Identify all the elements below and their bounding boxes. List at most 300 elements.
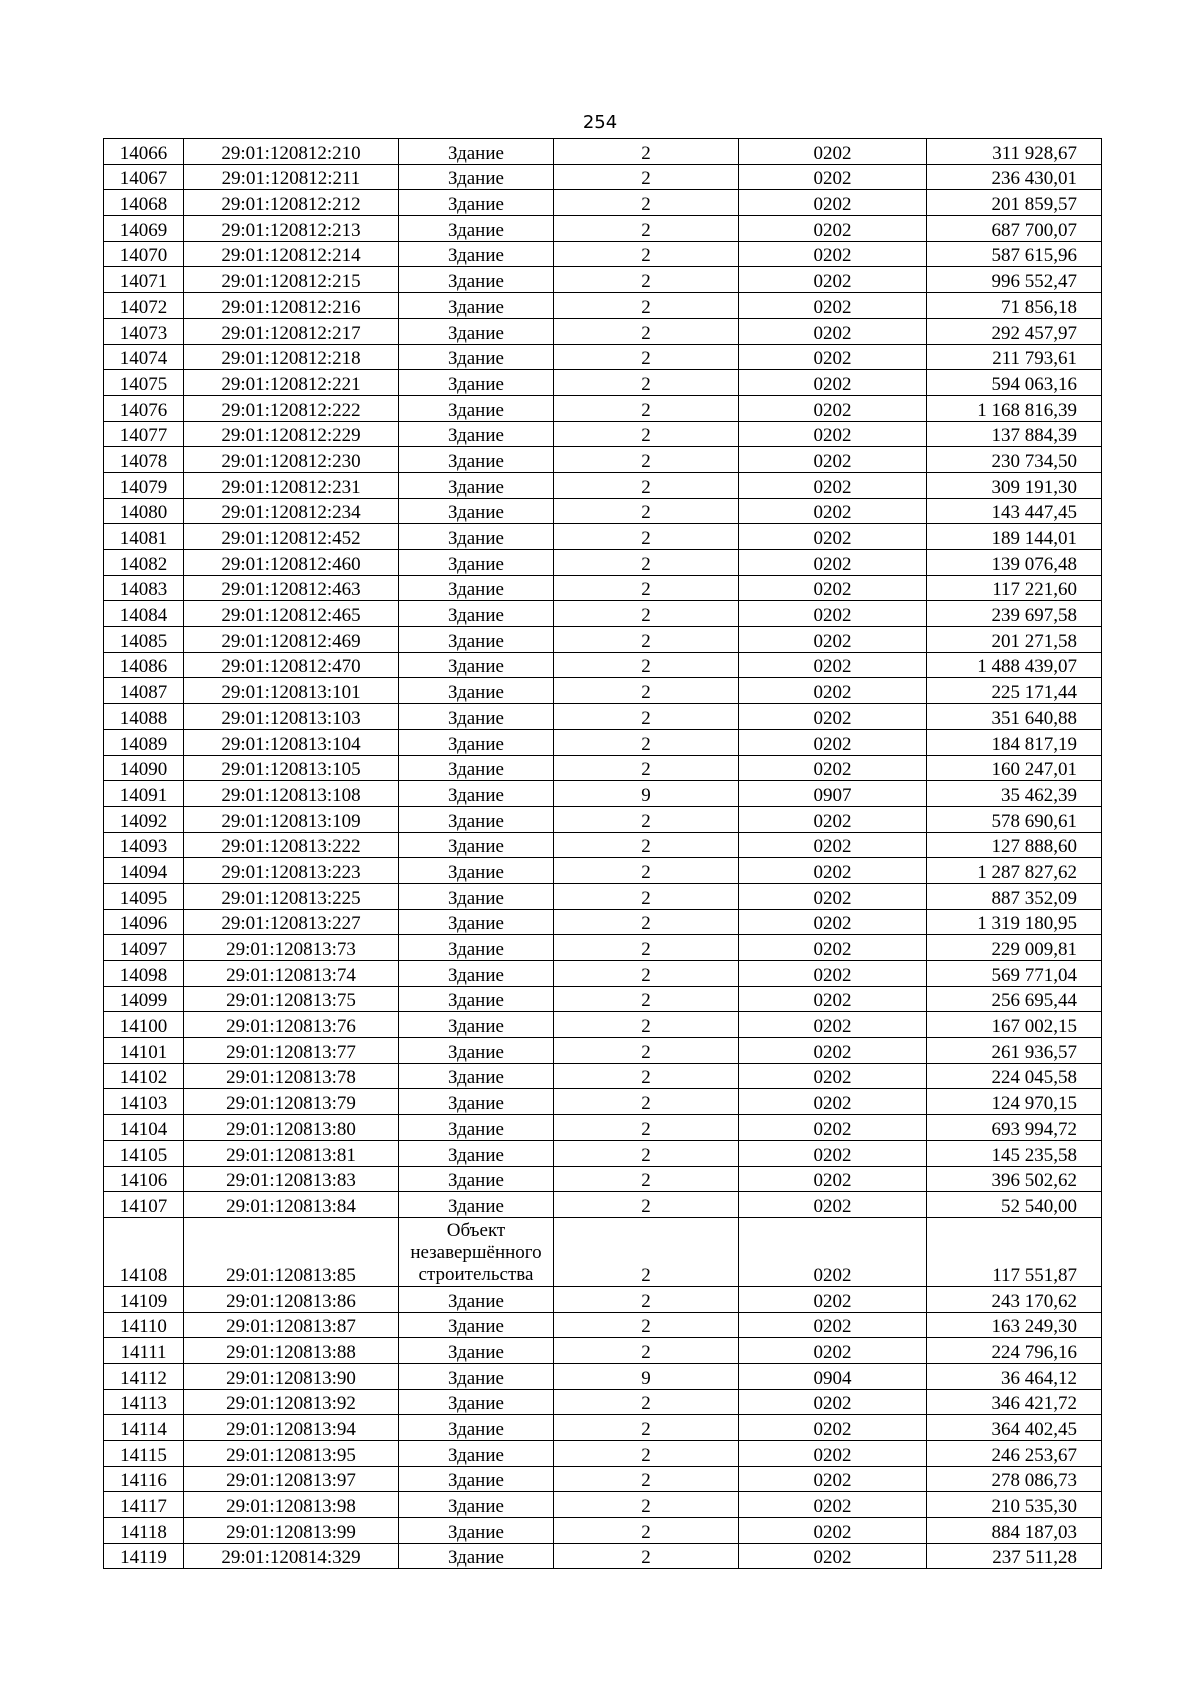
table-row — [104, 190, 1102, 216]
cadastral-value-cell: 693 994,72 — [927, 1115, 1102, 1141]
code-cell: 0202 — [739, 395, 927, 421]
code-cell: 0202 — [739, 704, 927, 730]
table-row — [104, 678, 1102, 704]
table-row — [104, 858, 1102, 884]
table-row — [104, 1166, 1102, 1192]
cadastral-number-cell: 29:01:120813:99 — [184, 1518, 399, 1544]
code-cell: 0202 — [739, 1063, 927, 1089]
cadastral-number-cell: 29:01:120812:231 — [184, 472, 399, 498]
cadastral-value-cell: 594 063,16 — [927, 370, 1102, 396]
table-row — [104, 395, 1102, 421]
table-row — [104, 1518, 1102, 1544]
row-number-cell: 14092 — [104, 806, 184, 832]
cadastral-value-cell: 578 690,61 — [927, 806, 1102, 832]
code-cell: 0202 — [739, 1192, 927, 1218]
table-row — [104, 627, 1102, 653]
code-cell: 0202 — [739, 293, 927, 319]
group-cell: 2 — [554, 755, 739, 781]
cadastral-value-cell: 167 002,15 — [927, 1012, 1102, 1038]
table-row — [104, 524, 1102, 550]
table-row — [104, 832, 1102, 858]
cadastral-value-cell: 237 511,28 — [927, 1543, 1102, 1569]
group-cell: 2 — [554, 1089, 739, 1115]
cadastral-value-cell: 351 640,88 — [927, 704, 1102, 730]
cadastral-number-cell: 29:01:120814:329 — [184, 1543, 399, 1569]
row-number-cell: 14083 — [104, 575, 184, 601]
code-cell: 0202 — [739, 421, 927, 447]
object-type-cell: Здание — [399, 704, 554, 730]
cadastral-number-cell: 29:01:120812:216 — [184, 293, 399, 319]
table-row — [104, 755, 1102, 781]
cadastral-value-cell: 36 464,12 — [927, 1363, 1102, 1389]
table-row — [104, 344, 1102, 370]
table-row — [104, 1217, 1102, 1286]
row-number-cell: 14072 — [104, 293, 184, 319]
table-row — [104, 806, 1102, 832]
cadastral-number-cell: 29:01:120813:108 — [184, 781, 399, 807]
group-cell: 2 — [554, 1038, 739, 1064]
cadastral-value-cell: 225 171,44 — [927, 678, 1102, 704]
table-row — [104, 961, 1102, 987]
code-cell: 0202 — [739, 1012, 927, 1038]
cadastral-value-cell: 256 695,44 — [927, 986, 1102, 1012]
cadastral-value-cell: 117 551,87 — [927, 1217, 1102, 1286]
code-cell: 0202 — [739, 1415, 927, 1441]
group-cell: 2 — [554, 601, 739, 627]
object-type-cell: Здание — [399, 498, 554, 524]
cadastral-number-cell: 29:01:120813:86 — [184, 1286, 399, 1312]
group-cell: 2 — [554, 498, 739, 524]
cadastral-number-cell: 29:01:120812:210 — [184, 139, 399, 165]
code-cell: 0202 — [739, 1140, 927, 1166]
cadastral-number-cell: 29:01:120813:225 — [184, 883, 399, 909]
cadastral-number-cell: 29:01:120813:103 — [184, 704, 399, 730]
row-number-cell: 14069 — [104, 216, 184, 242]
code-cell: 0202 — [739, 318, 927, 344]
object-type-cell: Здание — [399, 1192, 554, 1218]
cadastral-value-cell: 124 970,15 — [927, 1089, 1102, 1115]
code-cell: 0202 — [739, 729, 927, 755]
cadastral-value-cell: 224 796,16 — [927, 1338, 1102, 1364]
object-type-cell: Здание — [399, 318, 554, 344]
cadastral-value-cell: 587 615,96 — [927, 241, 1102, 267]
cadastral-value-cell: 996 552,47 — [927, 267, 1102, 293]
code-cell: 0202 — [739, 1166, 927, 1192]
group-cell: 2 — [554, 241, 739, 267]
object-type-cell: Здание — [399, 370, 554, 396]
object-type-cell: Здание — [399, 1166, 554, 1192]
group-cell: 2 — [554, 318, 739, 344]
cadastral-number-cell: 29:01:120812:214 — [184, 241, 399, 267]
object-type-cell: Здание — [399, 601, 554, 627]
row-number-cell: 14078 — [104, 447, 184, 473]
table-row — [104, 1063, 1102, 1089]
cadastral-number-cell: 29:01:120813:223 — [184, 858, 399, 884]
table-row — [104, 1140, 1102, 1166]
group-cell: 2 — [554, 216, 739, 242]
group-cell: 2 — [554, 1217, 739, 1286]
cadastral-value-cell: 364 402,45 — [927, 1415, 1102, 1441]
group-cell: 2 — [554, 806, 739, 832]
row-number-cell: 14086 — [104, 652, 184, 678]
cadastral-number-cell: 29:01:120812:465 — [184, 601, 399, 627]
group-cell: 2 — [554, 1543, 739, 1569]
cadastral-value-cell: 224 045,58 — [927, 1063, 1102, 1089]
row-number-cell: 14087 — [104, 678, 184, 704]
code-cell: 0202 — [739, 755, 927, 781]
cadastral-value-cell: 243 170,62 — [927, 1286, 1102, 1312]
object-type-cell: Здание — [399, 447, 554, 473]
object-type-cell: Здание — [399, 1363, 554, 1389]
code-cell: 0202 — [739, 139, 927, 165]
row-number-cell: 14073 — [104, 318, 184, 344]
group-cell: 2 — [554, 395, 739, 421]
object-type-cell: Здание — [399, 678, 554, 704]
group-cell: 2 — [554, 472, 739, 498]
table-row — [104, 241, 1102, 267]
object-type-cell: Здание — [399, 1492, 554, 1518]
cadastral-number-cell: 29:01:120813:222 — [184, 832, 399, 858]
cadastral-value-cell: 139 076,48 — [927, 550, 1102, 576]
object-type-cell: Здание — [399, 216, 554, 242]
table-row — [104, 909, 1102, 935]
table-row — [104, 1115, 1102, 1141]
object-type-cell: Здание — [399, 1389, 554, 1415]
table-row — [104, 1012, 1102, 1038]
object-type-cell: Здание — [399, 883, 554, 909]
group-cell: 2 — [554, 652, 739, 678]
cadastral-number-cell: 29:01:120813:80 — [184, 1115, 399, 1141]
row-number-cell: 14079 — [104, 472, 184, 498]
group-cell: 2 — [554, 550, 739, 576]
cadastral-number-cell: 29:01:120813:90 — [184, 1363, 399, 1389]
cadastral-number-cell: 29:01:120813:105 — [184, 755, 399, 781]
cadastral-value-cell: 292 457,97 — [927, 318, 1102, 344]
code-cell: 0202 — [739, 883, 927, 909]
cadastral-value-cell: 201 271,58 — [927, 627, 1102, 653]
row-number-cell: 14075 — [104, 370, 184, 396]
object-type-cell: Здание — [399, 909, 554, 935]
table-row — [104, 1192, 1102, 1218]
code-cell: 0202 — [739, 575, 927, 601]
group-cell: 2 — [554, 190, 739, 216]
code-cell: 0202 — [739, 1286, 927, 1312]
row-number-cell: 14070 — [104, 241, 184, 267]
cadastral-value-cell: 35 462,39 — [927, 781, 1102, 807]
table-row — [104, 1389, 1102, 1415]
cadastral-value-cell: 117 221,60 — [927, 575, 1102, 601]
object-type-cell: Здание — [399, 755, 554, 781]
cadastral-value-cell: 1 168 816,39 — [927, 395, 1102, 421]
cadastral-value-cell: 261 936,57 — [927, 1038, 1102, 1064]
row-number-cell: 14082 — [104, 550, 184, 576]
object-type-cell: Здание — [399, 781, 554, 807]
group-cell: 2 — [554, 704, 739, 730]
table-row — [104, 1466, 1102, 1492]
object-type-cell: Здание — [399, 1063, 554, 1089]
cadastral-value-cell: 278 086,73 — [927, 1466, 1102, 1492]
table-row — [104, 729, 1102, 755]
cadastral-value-cell: 396 502,62 — [927, 1166, 1102, 1192]
cadastral-value-cell: 309 191,30 — [927, 472, 1102, 498]
row-number-cell: 14089 — [104, 729, 184, 755]
cadastral-number-cell: 29:01:120813:87 — [184, 1312, 399, 1338]
row-number-cell: 14091 — [104, 781, 184, 807]
table-row — [104, 1038, 1102, 1064]
row-number-cell: 14102 — [104, 1063, 184, 1089]
row-number-cell: 14077 — [104, 421, 184, 447]
group-cell: 2 — [554, 858, 739, 884]
code-cell: 0202 — [739, 241, 927, 267]
group-cell: 2 — [554, 1466, 739, 1492]
cadastral-value-cell: 569 771,04 — [927, 961, 1102, 987]
group-cell: 9 — [554, 1363, 739, 1389]
code-cell: 0202 — [739, 627, 927, 653]
cadastral-value-cell: 884 187,03 — [927, 1518, 1102, 1544]
table-row — [104, 652, 1102, 678]
group-cell: 2 — [554, 344, 739, 370]
row-number-cell: 14071 — [104, 267, 184, 293]
table-row — [104, 318, 1102, 344]
table-row — [104, 1312, 1102, 1338]
group-cell: 2 — [554, 909, 739, 935]
row-number-cell: 14116 — [104, 1466, 184, 1492]
object-type-cell: Здание — [399, 472, 554, 498]
row-number-cell: 14080 — [104, 498, 184, 524]
group-cell: 2 — [554, 421, 739, 447]
table-row — [104, 935, 1102, 961]
row-number-cell: 14103 — [104, 1089, 184, 1115]
row-number-cell: 14101 — [104, 1038, 184, 1064]
cadastral-value-cell: 163 249,30 — [927, 1312, 1102, 1338]
cadastral-number-cell: 29:01:120813:81 — [184, 1140, 399, 1166]
code-cell: 0202 — [739, 1492, 927, 1518]
cadastral-number-cell: 29:01:120812:234 — [184, 498, 399, 524]
code-cell: 0202 — [739, 216, 927, 242]
cadastral-value-cell: 887 352,09 — [927, 883, 1102, 909]
cadastral-number-cell: 29:01:120813:101 — [184, 678, 399, 704]
group-cell: 2 — [554, 1115, 739, 1141]
row-number-cell: 14115 — [104, 1441, 184, 1467]
row-number-cell: 14085 — [104, 627, 184, 653]
row-number-cell: 14076 — [104, 395, 184, 421]
group-cell: 2 — [554, 1192, 739, 1218]
cadastral-number-cell: 29:01:120813:75 — [184, 986, 399, 1012]
table-row — [104, 1415, 1102, 1441]
cadastral-number-cell: 29:01:120813:227 — [184, 909, 399, 935]
cadastral-value-cell: 229 009,81 — [927, 935, 1102, 961]
cadastral-number-cell: 29:01:120813:85 — [184, 1217, 399, 1286]
cadastral-value-cell: 311 928,67 — [927, 139, 1102, 165]
row-number-cell: 14067 — [104, 164, 184, 190]
table-row — [104, 164, 1102, 190]
object-type-cell: Здание — [399, 858, 554, 884]
row-number-cell: 14107 — [104, 1192, 184, 1218]
code-cell: 0202 — [739, 1217, 927, 1286]
table-row — [104, 575, 1102, 601]
row-number-cell: 14108 — [104, 1217, 184, 1286]
table-row — [104, 601, 1102, 627]
cadastral-number-cell: 29:01:120812:212 — [184, 190, 399, 216]
object-type-cell: Здание — [399, 395, 554, 421]
cadastral-value-cell: 210 535,30 — [927, 1492, 1102, 1518]
cadastral-value-cell: 230 734,50 — [927, 447, 1102, 473]
code-cell: 0202 — [739, 1089, 927, 1115]
table-row — [104, 1441, 1102, 1467]
code-cell: 0907 — [739, 781, 927, 807]
table-row — [104, 1089, 1102, 1115]
object-type-cell: Объект незавершённого строительства — [399, 1217, 554, 1286]
code-cell: 0202 — [739, 986, 927, 1012]
row-number-cell: 14111 — [104, 1338, 184, 1364]
table-row — [104, 1286, 1102, 1312]
code-cell: 0202 — [739, 550, 927, 576]
cadastral-number-cell: 29:01:120812:452 — [184, 524, 399, 550]
cadastral-value-cell: 71 856,18 — [927, 293, 1102, 319]
group-cell: 2 — [554, 961, 739, 987]
table-row — [104, 781, 1102, 807]
cadastral-number-cell: 29:01:120813:76 — [184, 1012, 399, 1038]
row-number-cell: 14109 — [104, 1286, 184, 1312]
cadastral-value-cell: 127 888,60 — [927, 832, 1102, 858]
group-cell: 2 — [554, 524, 739, 550]
cadastral-value-cell: 1 287 827,62 — [927, 858, 1102, 884]
row-number-cell: 14090 — [104, 755, 184, 781]
object-type-cell: Здание — [399, 986, 554, 1012]
table-row — [104, 447, 1102, 473]
group-cell: 2 — [554, 267, 739, 293]
code-cell: 0202 — [739, 164, 927, 190]
code-cell: 0202 — [739, 267, 927, 293]
cadastral-number-cell: 29:01:120812:229 — [184, 421, 399, 447]
object-type-cell: Здание — [399, 1012, 554, 1038]
group-cell: 2 — [554, 447, 739, 473]
cadastral-number-cell: 29:01:120813:92 — [184, 1389, 399, 1415]
cadastral-number-cell: 29:01:120813:97 — [184, 1466, 399, 1492]
object-type-cell: Здание — [399, 832, 554, 858]
group-cell: 2 — [554, 1492, 739, 1518]
object-type-cell: Здание — [399, 1543, 554, 1569]
object-type-cell: Здание — [399, 1312, 554, 1338]
cadastral-number-cell: 29:01:120812:211 — [184, 164, 399, 190]
object-type-cell: Здание — [399, 806, 554, 832]
code-cell: 0202 — [739, 832, 927, 858]
table-row — [104, 986, 1102, 1012]
group-cell: 2 — [554, 832, 739, 858]
code-cell: 0202 — [739, 1038, 927, 1064]
code-cell: 0202 — [739, 1466, 927, 1492]
group-cell: 2 — [554, 1389, 739, 1415]
cadastral-number-cell: 29:01:120813:95 — [184, 1441, 399, 1467]
cadastral-value-cell: 346 421,72 — [927, 1389, 1102, 1415]
cadastral-number-cell: 29:01:120813:84 — [184, 1192, 399, 1218]
code-cell: 0202 — [739, 447, 927, 473]
code-cell: 0202 — [739, 1389, 927, 1415]
cadastral-number-cell: 29:01:120813:73 — [184, 935, 399, 961]
group-cell: 2 — [554, 293, 739, 319]
cadastral-value-cell: 246 253,67 — [927, 1441, 1102, 1467]
row-number-cell: 14118 — [104, 1518, 184, 1544]
code-cell: 0202 — [739, 1441, 927, 1467]
row-number-cell: 14093 — [104, 832, 184, 858]
cadastral-number-cell: 29:01:120812:463 — [184, 575, 399, 601]
row-number-cell: 14081 — [104, 524, 184, 550]
cadastral-value-cell: 1 488 439,07 — [927, 652, 1102, 678]
group-cell: 2 — [554, 1415, 739, 1441]
cadastral-number-cell: 29:01:120813:109 — [184, 806, 399, 832]
row-number-cell: 14097 — [104, 935, 184, 961]
object-type-cell: Здание — [399, 241, 554, 267]
row-number-cell: 14105 — [104, 1140, 184, 1166]
row-number-cell: 14099 — [104, 986, 184, 1012]
group-cell: 2 — [554, 1063, 739, 1089]
code-cell: 0202 — [739, 806, 927, 832]
code-cell: 0202 — [739, 601, 927, 627]
code-cell: 0202 — [739, 1338, 927, 1364]
group-cell: 2 — [554, 986, 739, 1012]
cadastral-value-table — [103, 138, 1102, 1569]
cadastral-value-cell: 239 697,58 — [927, 601, 1102, 627]
code-cell: 0202 — [739, 1312, 927, 1338]
code-cell: 0202 — [739, 1518, 927, 1544]
object-type-cell: Здание — [399, 344, 554, 370]
table-row — [104, 704, 1102, 730]
object-type-cell: Здание — [399, 267, 554, 293]
cadastral-value-cell: 211 793,61 — [927, 344, 1102, 370]
object-type-cell: Здание — [399, 1415, 554, 1441]
object-type-cell: Здание — [399, 1441, 554, 1467]
cadastral-number-cell: 29:01:120812:470 — [184, 652, 399, 678]
row-number-cell: 14106 — [104, 1166, 184, 1192]
group-cell: 2 — [554, 1518, 739, 1544]
group-cell: 2 — [554, 1286, 739, 1312]
row-number-cell: 14114 — [104, 1415, 184, 1441]
object-type-cell: Здание — [399, 421, 554, 447]
code-cell: 0202 — [739, 190, 927, 216]
cadastral-number-cell: 29:01:120813:88 — [184, 1338, 399, 1364]
cadastral-number-cell: 29:01:120813:98 — [184, 1492, 399, 1518]
code-cell: 0202 — [739, 935, 927, 961]
group-cell: 2 — [554, 1338, 739, 1364]
code-cell: 0202 — [739, 344, 927, 370]
cadastral-number-cell: 29:01:120813:104 — [184, 729, 399, 755]
object-type-cell: Здание — [399, 139, 554, 165]
code-cell: 0202 — [739, 498, 927, 524]
row-number-cell: 14098 — [104, 961, 184, 987]
page-number: 254 — [582, 112, 618, 133]
group-cell: 2 — [554, 1166, 739, 1192]
table-row — [104, 1363, 1102, 1389]
object-type-cell: Здание — [399, 1338, 554, 1364]
table-row — [104, 293, 1102, 319]
group-cell: 2 — [554, 1312, 739, 1338]
group-cell: 2 — [554, 1140, 739, 1166]
cadastral-number-cell: 29:01:120812:230 — [184, 447, 399, 473]
cadastral-value-cell: 201 859,57 — [927, 190, 1102, 216]
code-cell: 0904 — [739, 1363, 927, 1389]
group-cell: 2 — [554, 1441, 739, 1467]
group-cell: 9 — [554, 781, 739, 807]
cadastral-number-cell: 29:01:120812:218 — [184, 344, 399, 370]
table-row — [104, 370, 1102, 396]
group-cell: 2 — [554, 575, 739, 601]
cadastral-value-cell: 145 235,58 — [927, 1140, 1102, 1166]
cadastral-value-cell: 236 430,01 — [927, 164, 1102, 190]
group-cell: 2 — [554, 678, 739, 704]
cadastral-number-cell: 29:01:120812:469 — [184, 627, 399, 653]
object-type-cell: Здание — [399, 1286, 554, 1312]
cadastral-value-cell: 184 817,19 — [927, 729, 1102, 755]
